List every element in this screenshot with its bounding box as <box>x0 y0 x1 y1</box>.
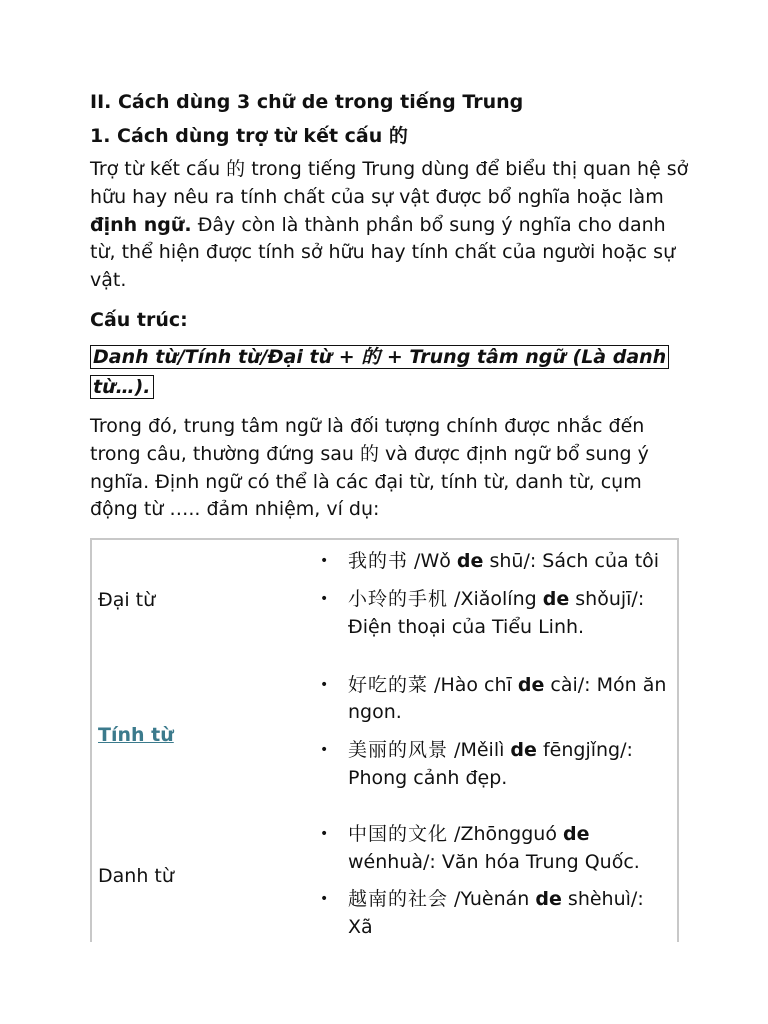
example-item <box>98 586 669 642</box>
pinyin-text: /Xiǎolíng <box>448 587 543 610</box>
particle-de: de <box>510 739 537 762</box>
particle-de: de <box>456 550 484 573</box>
formula-line <box>90 342 690 402</box>
bullet-icon: • <box>320 825 329 842</box>
translation-text: shèhuì/: Xã <box>348 888 644 939</box>
example-item <box>98 821 669 877</box>
pinyin-text: /Hào chī <box>428 673 518 696</box>
example-item <box>98 886 669 942</box>
table-row <box>91 539 678 659</box>
intro-paragraph <box>90 156 690 295</box>
intro-bold-term: định ngữ. <box>90 213 192 236</box>
document-page <box>90 88 690 942</box>
particle-de: de <box>517 673 545 696</box>
translation-text: shǒujī/: Điện thoại của Tiểu Linh. <box>348 587 645 638</box>
example-list <box>98 672 669 793</box>
pinyin-text: /Měilì <box>448 739 511 762</box>
category-link[interactable]: Tính từ <box>98 724 174 747</box>
explanation-paragraph: Trong đó, trung tâm ngữ là đối tượng chính được nhắc đến trong câu, thường đứng sau 的 và được định ngữ bổ sung ý nghĩa. Định ngữ có thể là các đại từ, tính từ, danh từ, cụm động từ ….. đảm nhiệm, ví dụ: <box>90 414 649 521</box>
bullet-icon: • <box>320 891 329 908</box>
examples-cell <box>308 660 678 811</box>
hanzi-text: 中国的文化 <box>348 822 449 845</box>
particle-de: de <box>563 822 590 845</box>
particle-de: de <box>542 587 570 610</box>
hanzi-text: 我的书 <box>348 550 409 573</box>
hanzi-text: 好吃的菜 <box>348 673 429 696</box>
subsection-heading: 1. Cách dùng trợ từ kết cấu 的 <box>90 125 408 147</box>
structure-label: Cấu trúc: <box>90 308 188 331</box>
hanzi-text: 越南的社会 <box>348 888 449 911</box>
translation-text: shū/: Sách của tôi <box>483 550 660 573</box>
intro-text-end: Đây còn là thành phần bổ sung ý nghĩa cho danh từ, thể hiện được tính sở hữu hay tính chất của người hoặc sự vật. <box>90 213 676 292</box>
example-list <box>98 548 669 641</box>
table-row <box>91 660 678 811</box>
particle-de: de <box>535 888 562 911</box>
bullet-icon: • <box>320 590 329 607</box>
translation-text: cài/: Món ăn ngon. <box>348 673 667 724</box>
hanzi-text: 美丽的风景 <box>348 739 449 762</box>
translation-text: wénhuà/: Văn hóa Trung Quốc. <box>348 850 640 873</box>
example-item <box>98 737 669 793</box>
examples-table <box>90 538 679 942</box>
category-label: Đại từ <box>98 588 156 611</box>
example-list <box>98 821 669 942</box>
section-heading: II. Cách dùng 3 chữ de trong tiếng Trung <box>90 91 524 113</box>
table-row <box>91 811 678 942</box>
hanzi-text: 小玲的手机 <box>348 587 449 610</box>
bullet-icon: • <box>320 553 329 570</box>
examples-cell <box>308 539 678 659</box>
pinyin-text: /Wǒ <box>408 550 457 573</box>
example-item <box>98 548 669 576</box>
pinyin-text: /Zhōngguó <box>448 822 564 845</box>
example-item <box>98 672 669 728</box>
pinyin-text: /Yuènán <box>448 888 536 911</box>
translation-text: fēngjǐng/: Phong cảnh đẹp. <box>348 739 633 789</box>
intro-text-start: Trợ từ kết cấu 的 trong tiếng Trung dùng để biểu thị quan hệ sở hữu hay nêu ra tính chất của sự vật được bổ nghĩa hoặc làm <box>90 158 689 208</box>
bullet-icon: • <box>320 742 329 759</box>
bullet-icon: • <box>320 676 329 693</box>
examples-cell <box>308 811 678 942</box>
category-label: Danh từ <box>98 865 174 888</box>
structure-formula: Danh từ/Tính từ/Đại từ + 的 + Trung tâm ngữ (Là danh từ…). <box>90 345 669 399</box>
